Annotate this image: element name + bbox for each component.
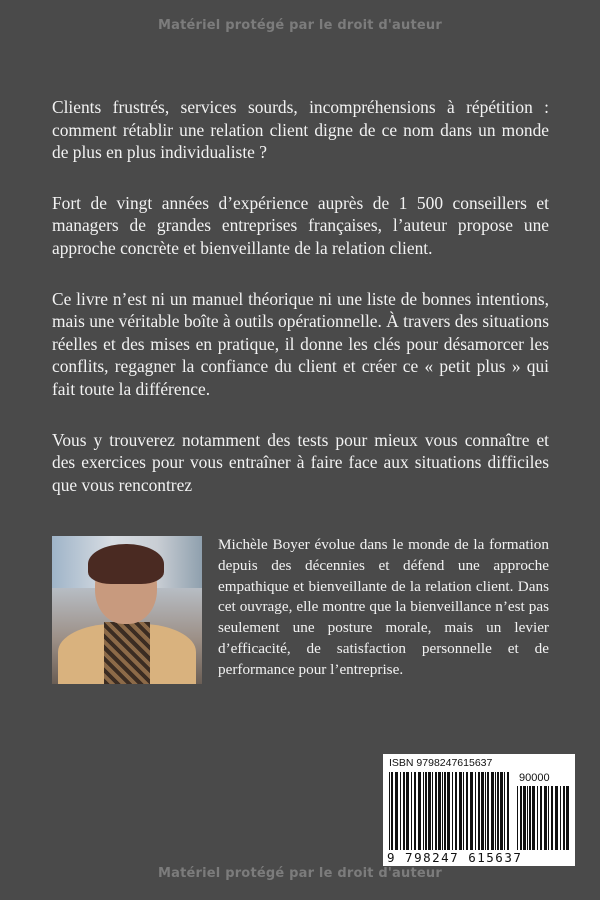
addon-barcode-bars [517, 786, 569, 852]
copyright-watermark-top: Matériel protégé par le droit d'auteur [157, 18, 442, 33]
blurb-paragraph-3: Ce livre n’est ni un manuel théorique ni une liste de bonnes intentions, mais une véritable boîte à outils opérationnelle. À travers des situations réelles et des mises en pratique, il donne les clés pour désamorcer les conflits, regagner la confiance du client et créer ce « petit plus » qui fait toute la différence. [52, 288, 549, 399]
blurb-paragraph-1: Clients frustrés, services sourds, incompréhensions à répétition : comment rétablir une relation client digne de ce nom dans un monde de plus en plus individualiste ? [52, 97, 549, 163]
author-bio: Michèle Boyer évolue dans le monde de la formation depuis des décennies et défend une approche empathique et bienveillante de la relation client. Dans cet ouvrage, elle montre que la bienveillance n’est pas seulement une posture morale, mais un levier d’efficacité, de satisfaction personnelle et de performance pour l’entreprise. [218, 536, 549, 678]
copyright-watermark-bottom: Matériel protégé par le droit d'auteur [157, 866, 442, 881]
back-cover-blurb [52, 96, 549, 524]
barcode-addon-number: 90000 [519, 772, 550, 784]
isbn-label: ISBN 9798247615637 [389, 757, 493, 769]
blurb-paragraph-2: Fort de vingt années d’expérience auprès de 1 500 conseillers et managers de grandes entreprises françaises, l’auteur propose une approche concrète et bienveillante de la relation client. [52, 192, 549, 258]
blurb-paragraph-4: Vous y trouverez notamment des tests pour mieux vous connaître et des exercices pour vous entraîner à faire face aux situations difficiles que vous rencontrez [52, 429, 549, 495]
isbn-barcode [383, 754, 575, 866]
author-photo [52, 536, 202, 684]
ean-number: 9 798247 615637 [387, 850, 523, 865]
ean-barcode-bars [389, 772, 513, 852]
